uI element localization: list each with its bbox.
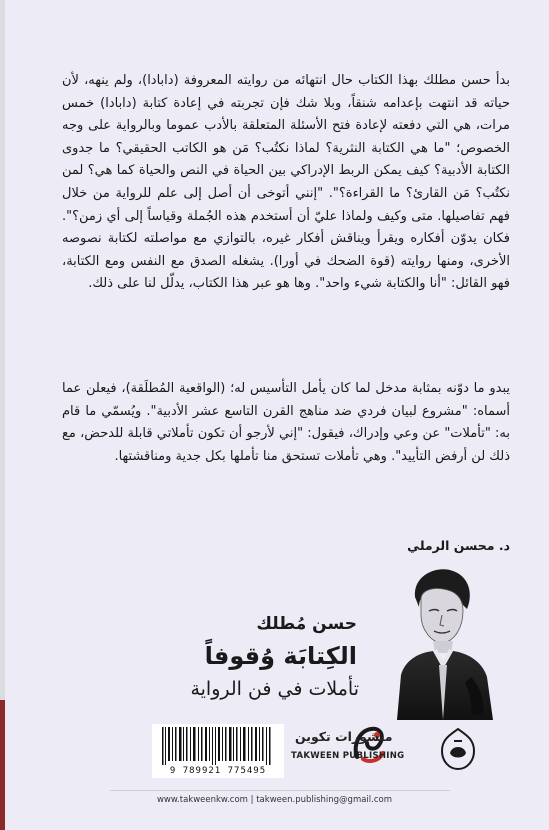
blurb-paragraph-1: بدأ حسن مطلك بهذا الكتاب حال انتهائه من روايته المعروفة (دابادا)، ولم ينهه، لأن حياته قد انتهت بإعدامه شنقاً، وبلا شك فإن تجربته في إعادة كتابة (دابادا) خمس مرات، هي التي دفعته لإعادة فتح الأسئلة المتعلقة بالأدب عموما وبالرواية على وجه الخصوص؛ "ما هي الكتابة النثرية؟ لماذا نكتُب؟ مَن هو الكاتب الحقيقي؟ ما جدوى الكتابة الأدبية؟ كيف يمكن الربط الإدراكي بين الحياة في النص والحياة كما هي؟ لمن نكتُب؟ مَن القارئ؟ ما القراءة؟". "إنني أتوخى أن أصل إلى علم للرواية من خلال فهم تفاصيلها. متى وكيف ولماذا عليّ أن أستخدم هذه الجُملة وقياساً إلى أي زمن؟". فكان يدوّن أفكاره ويقرأ ويناقش أفكار غيره، بالتوازي مع مواصلته لكتابة نصوصه الأخرى، ومنها روايته (قوة الضحك في أورا). يشغله الصدق مع النفس ومع الكتابة، فهو القائل: "أنا والكتابة شيء واحد". وها هو عبر هذا الكتاب، يدلّل لنا على ذلك. bbox=[62, 73, 510, 292]
isbn-number: 9 789921 775495 bbox=[169, 766, 267, 776]
publisher-name-en: TAKWEEN PUBLISHING bbox=[291, 751, 405, 761]
publisher-name-ar: منشورات تكوين bbox=[295, 729, 393, 744]
blurb-paragraph-2: يبدو ما دوّنه بمثابة مدخل لما كان يأمل التأسيس له؛ (الواقعية المُطلَقة)، فيعلن عما أسماه: "مشروع لبيان فردي ضد مناهج القرن التاسع عشر الأدبية". ويُسمّي ما قام به: "تأملات" عن وعي وإدراك، فيقول: "إني لأرجو أن تكون تأملاتي قابلة للدحض، مع ذلك لن أرفض التأييد". وهي تأملات تستحق منا تأملها بكل جدية ومناقشتها. bbox=[62, 381, 510, 464]
author-photo bbox=[375, 565, 510, 720]
book-subtitle: تأملات في فن الرواية bbox=[190, 678, 359, 700]
author-name: حسن مُطلك bbox=[256, 614, 357, 634]
book-title: الكِتابَة وُقوفاً bbox=[204, 642, 357, 670]
footer-divider bbox=[110, 790, 450, 791]
footer-contacts: www.takweenkw.com | takween.publishing@gmail.com bbox=[156, 795, 393, 805]
blurb-signature: د. محسن الرملي bbox=[407, 538, 510, 553]
publisher-emblem-icon bbox=[440, 727, 476, 771]
